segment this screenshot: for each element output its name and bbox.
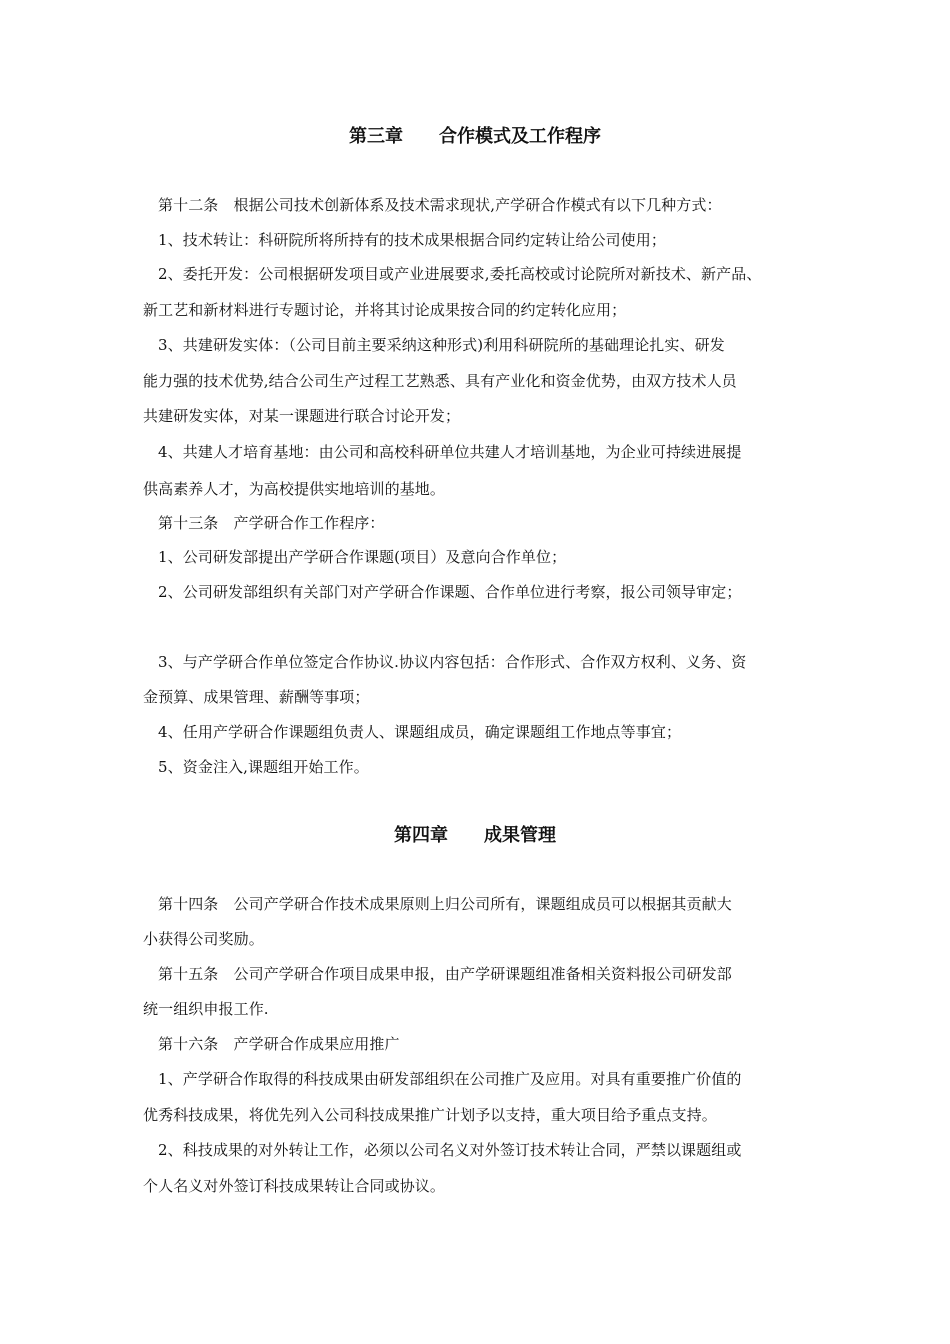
article-15: 第十五条 公司产学研合作项目成果申报，由产学研课题组准备相关资料报公司研发部 [158, 965, 732, 983]
mode-2-continued: 新工艺和新材料进行专题讨论，并将其讨论成果按合同的约定转化应用； [143, 301, 627, 319]
mode-3-joint-entity: 3、共建研发实体：（公司目前主要采纳这种形式)利用科研院所的基础理论扎实、研发 [158, 336, 725, 354]
promotion-item-1-continued: 优秀科技成果，将优先列入公司科技成果推广计划予以支持，重大项目给予重点支持。 [143, 1106, 717, 1124]
mode-3-continued-2: 共建研发实体，对某一课题进行联合讨论开发； [143, 407, 461, 425]
mode-4-talent-base: 4、共建人才培育基地：由公司和高校科研单位共建人才培训基地，为企业可持续进展提 [158, 443, 742, 461]
article-12-intro: 第十二条 根据公司技术创新体系及技术需求现状,产学研合作模式有以下几种方式： [158, 196, 722, 214]
chapter-3-heading: 第三章 合作模式及工作程序 [349, 126, 601, 147]
mode-2-commissioned-dev: 2、委托开发：公司根据研发项目或产业进展要求,委托高校或讨论院所对新技术、新产品、 [158, 265, 762, 283]
article-14: 第十四条 公司产学研合作技术成果原则上归公司所有，课题组成员可以根据其贡献大 [158, 895, 732, 913]
article-16-title: 第十六条 产学研合作成果应用推广 [158, 1035, 400, 1053]
mode-1-tech-transfer: 1、技术转让：科研院所将所持有的技术成果根据合同约定转让给公司使用； [158, 231, 666, 249]
promotion-item-1: 1、产学研合作取得的科技成果由研发部组织在公司推广及应用。对具有重要推广价值的 [158, 1070, 742, 1088]
chapter-4-heading: 第四章 成果管理 [394, 825, 556, 846]
mode-3-continued-1: 能力强的技术优势,结合公司生产过程工艺熟悉、具有产业化和资金优势，由双方技术人员 [143, 372, 737, 390]
promotion-item-2: 2、科技成果的对外转让工作，必须以公司名义对外签订技术转让合同，严禁以课题组或 [158, 1141, 742, 1159]
procedure-step-3-continued: 金预算、成果管理、薪酬等事项； [143, 688, 370, 706]
procedure-step-4: 4、任用产学研合作课题组负责人、课题组成员，确定课题组工作地点等事宜； [158, 723, 682, 741]
procedure-step-3: 3、与产学研合作单位签定合作协议.协议内容包括：合作形式、合作双方权利、义务、资 [158, 653, 747, 671]
article-13-title: 第十三条 产学研合作工作程序： [158, 514, 385, 532]
procedure-step-2: 2、公司研发部组织有关部门对产学研合作课题、合作单位进行考察，报公司领导审定； [158, 583, 742, 601]
procedure-step-1: 1、公司研发部提出产学研合作课题(项目）及意向合作单位； [158, 548, 567, 566]
promotion-item-2-continued: 个人名义对外签订科技成果转让合同或协议。 [143, 1177, 446, 1195]
article-14-continued: 小获得公司奖励。 [143, 930, 264, 948]
mode-4-continued: 供高素养人才，为高校提供实地培训的基地。 [143, 480, 446, 498]
article-15-continued: 统一组织申报工作. [143, 1000, 269, 1018]
procedure-step-5: 5、资金注入,课题组开始工作。 [158, 758, 369, 776]
